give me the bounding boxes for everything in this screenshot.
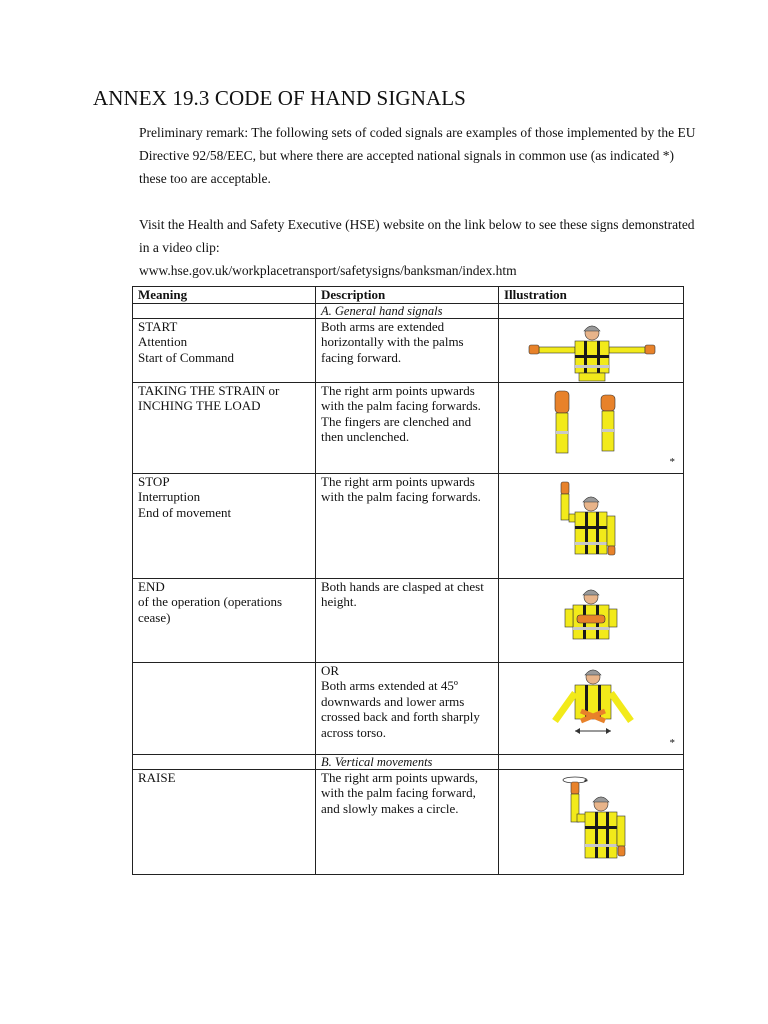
description-cell: OR Both arms extended at 45º downwards and lower arms crossed back and forth sharply across torso. — [316, 662, 499, 754]
table-row — [133, 318, 684, 382]
meaning-cell: START Attention Start of Command — [133, 318, 316, 382]
section-row-vertical — [133, 754, 684, 769]
visit-text: Visit the Health and Safety Executive (HSE) website on the link below to see these signs demonstrated in a video clip: — [139, 217, 695, 255]
table-row — [133, 382, 684, 473]
section-row-general — [133, 303, 684, 318]
strain-signal-illustration — [499, 383, 683, 474]
illustration-cell — [499, 382, 684, 473]
illustration-cell — [499, 473, 684, 578]
illustration-cell — [499, 318, 684, 382]
table-row — [133, 473, 684, 578]
illustration-cell — [499, 662, 684, 754]
section-vertical-label: B. Vertical movements — [316, 754, 499, 769]
table-row — [133, 769, 684, 874]
illustration-cell — [499, 769, 684, 874]
preliminary-remark: Preliminary remark: The following sets of coded signals are examples of those implemented by the EU Directive 92/58/EEC, but where there are accepted national signals in common use (as indicated *) these too are acceptable. — [139, 125, 696, 186]
header-meaning: Meaning — [133, 287, 316, 304]
meaning-cell: STOP Interruption End of movement — [133, 473, 316, 578]
table-row — [133, 578, 684, 662]
stop-signal-illustration — [499, 474, 683, 579]
description-cell: The right arm points upwards with the palm facing forwards. — [316, 473, 499, 578]
raise-signal-illustration — [499, 770, 683, 875]
meaning-cell: TAKING THE STRAIN or INCHING THE LOAD — [133, 382, 316, 473]
description-cell: The right arm points upwards with the palm facing forwards. The fingers are clenched and then unclenched. — [316, 382, 499, 473]
table-header-row — [133, 287, 684, 304]
description-cell: Both hands are clasped at chest height. — [316, 578, 499, 662]
illustration-cell — [499, 578, 684, 662]
meaning-cell: END of the operation (operations cease) — [133, 578, 316, 662]
meaning-cell — [133, 662, 316, 754]
hse-link[interactable]: www.hse.gov.uk/workplacetransport/safetysigns/banksman/index.htm — [139, 263, 517, 278]
start-signal-illustration — [499, 319, 683, 383]
hand-signals-table — [132, 286, 684, 875]
national-signal-mark: * — [669, 737, 675, 749]
description-cell: Both arms are extended horizontally with the palms facing forward. — [316, 318, 499, 382]
visit-paragraph — [139, 213, 699, 282]
table-row — [133, 662, 684, 754]
end-signal-illustration — [499, 579, 683, 663]
header-description: Description — [316, 287, 499, 304]
page-title: ANNEX 19.3 CODE OF HAND SIGNALS — [93, 86, 466, 110]
section-general-label: A. General hand signals — [316, 303, 499, 318]
header-illustration: Illustration — [499, 287, 684, 304]
national-signal-mark: * — [669, 456, 675, 468]
description-cell: The right arm points upwards, with the palm facing forward, and slowly makes a circle. — [316, 769, 499, 874]
meaning-cell: RAISE — [133, 769, 316, 874]
end-alt-signal-illustration — [499, 663, 683, 755]
